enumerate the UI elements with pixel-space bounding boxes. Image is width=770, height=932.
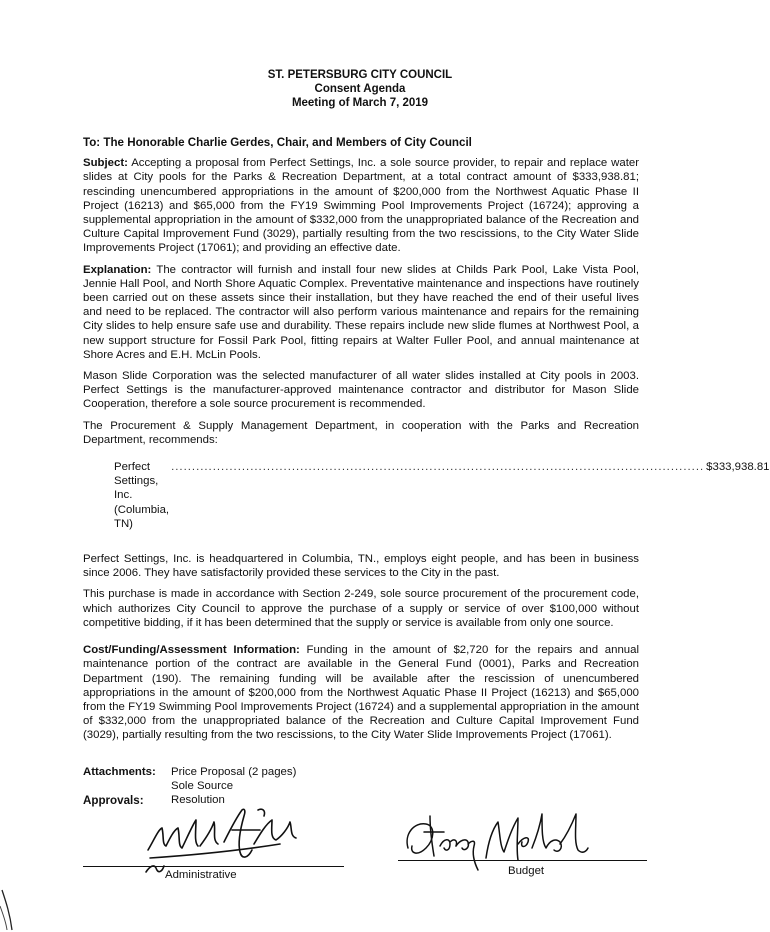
explanation-paragraph bbox=[83, 263, 639, 362]
explanation-text: The contractor will furnish and install four new slides at Childs Park Pool, Lake Vista Pool, Jennie Hall Pool, and North Shore Aquatic Complex. Preventative maintenance and inspections have routinely been carried out on these assets since their installation, but they have reached the end of their useful lives and need to be replaced. The contractor will also perform various maintenance and repairs for the remaining City slides to help ensure safe use and durability. These repairs include new slide flumes at Northwest Pool, a new support structure for Fossil Park Pool, fitting repairs at Walter Fuller Pool, and annual maintenance at Shore Acres and E.H. McLin Pools. bbox=[83, 263, 639, 361]
vendor-line bbox=[114, 460, 770, 531]
budget-signature bbox=[400, 800, 590, 880]
header-agenda: Consent Agenda bbox=[314, 83, 406, 95]
header-council: ST. PETERSBURG CITY COUNCIL bbox=[267, 69, 453, 81]
header-meeting-date: Meeting of March 7, 2019 bbox=[291, 97, 429, 109]
vendor-leader-dots: ................................................................................................................................ bbox=[171, 461, 705, 474]
explanation-label: Explanation: bbox=[83, 263, 152, 276]
cost-funding-text: Funding in the amount of $2,720 for the repairs and annual maintenance portion of the contract are available in the General Fund (0001), Parks and Recreation Department (190). The remaining funding will be available after the rescission of unencumbered appropriations in the amount of $200,000 from the Northwest Aquatic Phase II Project (16213) and $65,000 from the FY19 Swimming Pool Improvements Project (16724) and a supplemental appropriation in the amount of $332,000 from the unappropriated balance of the Recreation and Culture Capital Improvement Fund (3029), partially resulting from the two rescissions, to the City Water Slide Improvements Project (17061). bbox=[83, 644, 639, 742]
attachment-item: Price Proposal (2 pages) bbox=[171, 765, 297, 778]
scan-edge-mark bbox=[0, 888, 20, 932]
mason-paragraph: Mason Slide Corporation was the selected manufacturer of all water slides installed at City pools in 2003. Perfect Settings is the manufacturer-approved maintenance contractor and distributor for Mason Slide Cooperation, therefore a sole source procurement is recommended. bbox=[83, 370, 639, 411]
purchase-paragraph: This purchase is made in accordance with Section 2-249, sole source procurement of the procurement code, which authorizes City Council to approve the purchase of a supply or service of over $100,000 without competitive bidding, if it has been determined that the supply or service is available from only one source. bbox=[83, 588, 639, 629]
administrative-label: Administrative bbox=[165, 869, 237, 881]
subject-paragraph bbox=[83, 156, 639, 255]
administrative-signature bbox=[140, 800, 315, 880]
attachment-item: Sole Source bbox=[171, 779, 234, 792]
attachment-item: Resolution bbox=[171, 793, 225, 806]
vendor-name: Perfect Settings, Inc. (Columbia, TN) bbox=[114, 461, 170, 530]
document-body bbox=[83, 136, 770, 807]
addressee-line: To: The Honorable Charlie Gerdes, Chair, and Members of City Council bbox=[83, 136, 472, 149]
attachments-label: Attachments: bbox=[83, 765, 156, 778]
vendor-amount: $333,938.81 bbox=[706, 461, 770, 474]
cost-funding-paragraph bbox=[83, 643, 639, 742]
subject-text: Accepting a proposal from Perfect Settings, Inc. a sole source provider, to repair and replace water slides at City pools for the Parks & Recreation Department, at a total contract amount of $333,938.81; rescinding unencumbered appropriations in the amount of $200,000 from the Northwest Aquatic Phase II Project (16213) and $65,000 from the FY19 Swimming Pool Improvements Project (16724); approving a supplemental appropriation in the amount of $332,000 from the unappropriated balance of the Recreation and Culture Capital Improvement Fund (3029), partially resulting from the two rescissions, to the City Water Slide Improvements Project (17061); and providing an effective date. bbox=[83, 157, 639, 255]
approvals-label: Approvals: bbox=[83, 794, 144, 807]
headquarters-paragraph: Perfect Settings, Inc. is headquartered in Columbia, TN., employs eight people, and has been in business since 2006. They have satisfactorily provided these services to the City in the past. bbox=[83, 553, 639, 580]
subject-label: Subject: bbox=[83, 157, 128, 170]
recommendation-paragraph: The Procurement & Supply Management Department, in cooperation with the Parks and Recreation Department, recommends: bbox=[83, 419, 639, 446]
budget-signature-line bbox=[398, 860, 647, 861]
document-header bbox=[0, 68, 720, 110]
administrative-signature-line bbox=[83, 866, 344, 867]
cost-funding-label: Cost/Funding/Assessment Information: bbox=[83, 644, 300, 657]
budget-label: Budget bbox=[508, 865, 545, 877]
